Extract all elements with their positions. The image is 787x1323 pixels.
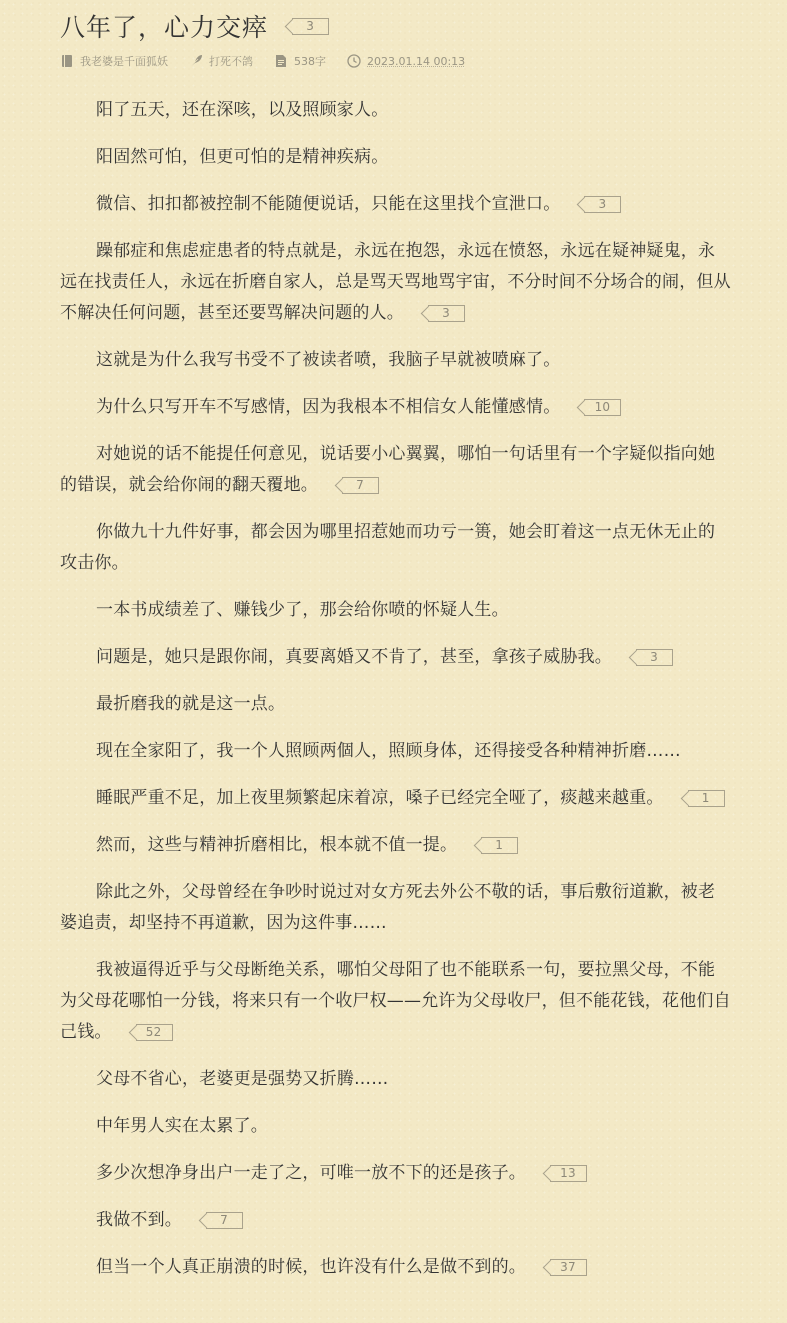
paragraph-text: 但当一个人真正崩溃的时候，也许没有什么是做不到的。 (96, 1257, 526, 1277)
paragraph-text: 一本书成绩差了、赚钱少了，那会给你喷的怀疑人生。 (96, 600, 509, 620)
paragraph-comment-badge[interactable]: 1 (481, 837, 518, 854)
paragraph-text: 父母不省心，老婆更是强势又折腾…… (96, 1069, 389, 1089)
paragraph-comment-badge[interactable]: 1 (688, 790, 725, 807)
paragraph (60, 955, 732, 1048)
paragraph (60, 1064, 732, 1095)
paragraph-comment-badge[interactable]: 52 (136, 1024, 173, 1041)
paragraph (60, 1111, 732, 1142)
paragraph-text: 为什么只写开车不写感情，因为我根本不相信女人能懂感情。 (96, 397, 561, 417)
paragraph-comment-badge[interactable]: 3 (428, 305, 465, 322)
paragraph (60, 1205, 732, 1236)
book-icon (60, 54, 74, 68)
paragraph-text: 现在全家阳了，我一个人照顾两個人，照顾身体，还得接受各种精神折磨…… (96, 741, 681, 761)
paragraph-comment-badge[interactable]: 10 (584, 399, 621, 416)
paragraph-comment-badge[interactable]: 7 (206, 1212, 243, 1229)
paragraph-comment-badge[interactable]: 13 (550, 1165, 587, 1182)
paragraph (60, 1252, 732, 1283)
paragraph (60, 1158, 732, 1189)
paragraph (60, 642, 732, 673)
paragraph (60, 595, 732, 626)
paragraph-text: 阳固然可怕，但更可怕的是精神疾病。 (96, 147, 389, 167)
paragraph (60, 877, 732, 939)
paragraph-text: 中年男人实在太累了。 (96, 1116, 268, 1136)
clock-icon (347, 54, 361, 68)
paragraph (60, 345, 732, 376)
paragraph-text: 除此之外，父母曾经在争吵时说过对女方死去外公不敬的话，事后敷衍道歉，被老婆追责，却坚持不再道歉，因为这件事…… (60, 882, 716, 933)
paragraph-text: 对她说的话不能提任何意见，说话要小心翼翼，哪怕一句话里有一个字疑似指向她的错误，就会给你闹的翻天覆地。 (60, 444, 716, 495)
paragraph-text: 问题是，她只是跟你闹，真要离婚又不肯了，甚至，拿孩子威胁我。 (96, 647, 612, 667)
paragraph-text: 我被逼得近乎与父母断绝关系，哪怕父母阳了也不能联系一句，要拉黑父母，不能为父母花哪怕一分钱，将来只有一个收尸权——允许为父母收尸，但不能花钱，花他们自己钱。 (60, 960, 731, 1042)
paragraph-text: 阳了五天，还在深咳，以及照顾家人。 (96, 100, 389, 120)
paragraph-text: 微信、扣扣都被控制不能随便说话，只能在这里找个宣泄口。 (96, 194, 561, 214)
paragraph-text: 这就是为什么我写书受不了被读者喷，我脑子早就被喷麻了。 (96, 350, 561, 370)
paragraph (60, 439, 732, 501)
paragraph (60, 517, 732, 579)
paragraph-comment-badge[interactable]: 3 (584, 196, 621, 213)
paragraph (60, 783, 732, 814)
paragraph-comment-badge[interactable]: 37 (550, 1259, 587, 1276)
meta-book[interactable] (189, 53, 253, 69)
paragraph (60, 95, 732, 126)
meta-datetime (347, 54, 465, 68)
chapter-page (60, 0, 732, 1299)
paragraph (60, 236, 732, 329)
paragraph-text: 最折磨我的就是这一点。 (96, 694, 286, 714)
paragraph-comment-badge[interactable]: 3 (636, 649, 673, 666)
title-comment-count-badge[interactable]: 3 (292, 18, 329, 35)
paragraph-text: 躁郁症和焦虑症患者的特点就是，永远在抱怨，永远在愤怒，永远在疑神疑鬼，永远在找责任人，永远在折磨自家人，总是骂天骂地骂宇宙，不分时间不分场合的闹，但从不解决任何问题，甚至还要骂解决问题的人。 (60, 241, 731, 323)
paragraph-text: 你做九十九件好事，都会因为哪里招惹她而功亏一篑，她会盯着这一点无休无止的攻击你。 (60, 522, 716, 573)
chapter-content (60, 95, 732, 1283)
meta-author[interactable] (60, 53, 168, 69)
paragraph (60, 142, 732, 173)
paragraph-comment-badge[interactable]: 7 (342, 477, 379, 494)
chapter-meta (60, 51, 732, 71)
meta-author-label: 我老婆是千面狐妖 (80, 55, 168, 68)
paragraph (60, 736, 732, 767)
title-row (60, 0, 732, 52)
paragraph-text: 多少次想净身出户一走了之，可唯一放不下的还是孩子。 (96, 1163, 526, 1183)
chapter-title: 八年了，心力交瘁 (60, 13, 269, 42)
paragraph (60, 830, 732, 861)
meta-word-count (274, 53, 326, 69)
paragraph (60, 392, 732, 423)
paragraph-text: 然而，这些与精神折磨相比，根本就不值一提。 (96, 835, 458, 855)
paragraph-text: 我做不到。 (96, 1210, 182, 1230)
paragraph-text: 睡眠严重不足，加上夜里频繁起床着凉，嗓子已经完全哑了，痰越来越重。 (96, 788, 664, 808)
meta-book-label: 打死不鸽 (209, 55, 253, 68)
meta-datetime-label: 2023.01.14 00:13 (367, 54, 466, 68)
meta-word-count-label: 538字 (294, 55, 326, 68)
paragraph (60, 189, 732, 220)
document-icon (274, 54, 288, 68)
feather-pen-icon (189, 54, 203, 68)
paragraph (60, 689, 732, 720)
